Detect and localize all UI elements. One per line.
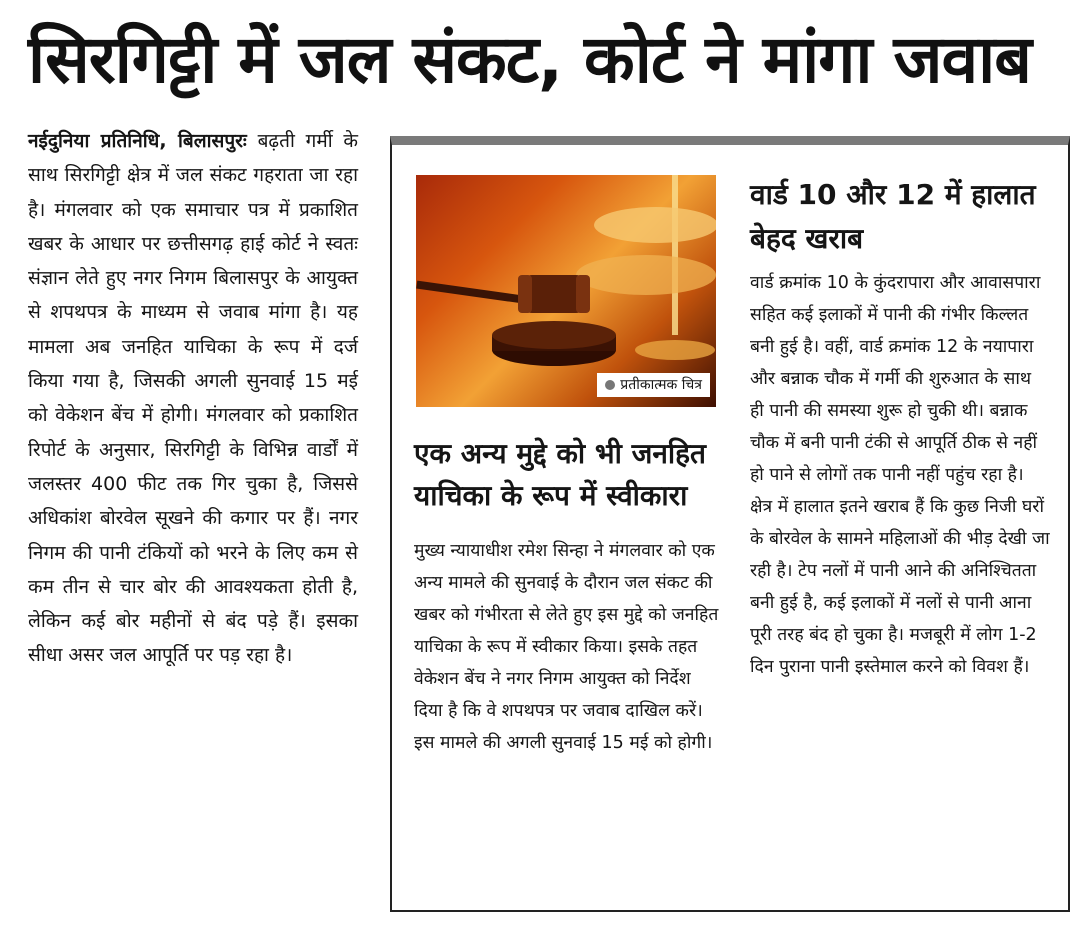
sidebar-heading-2: वार्ड 10 और 12 में हालात बेहद खराब [750,178,1036,255]
headline: सिरगिट्टी में जल संकट, कोर्ट ने मांगा जवाब [28,21,1031,98]
gavel-and-scales-icon [416,175,716,407]
main-story-body: बढ़ती गर्मी के साथ सिरगिट्टी क्षेत्र में जल संकट गहराता जा रहा है। मंगलवार को एक समाचार पत्र में प्रकाशित खबर के आधार पर छत्तीसगढ़ हाई कोर्ट ने स्वतः संज्ञान लेते हुए नगर निगम बिलासपुर के आयुक्त से शपथपत्र के माध्यम से जवाब मांगा है। यह मामला अब जनहित याचिका के रूप में दर्ज किया गया है, जिसकी अगली सुनवाई 15 मई को वेकेशन बेंच में होगी। मंगलवार को प्रकाशित रिपोर्ट के अनुसार, सिरगिट्टी के विभिन्न वार्डों में जलस्तर 400 फीट तक गिर चुका है, जिससे अधिकांश बोरवेल सूखने की कगार पर हैं। नगर निगम की पानी टंकियों को भरने के लिए कम से कम तीन से चार बोर की आवश्यकता होती है, लेकिन कई बोर महीनों से बंद पड़े हैं। इसका सीधा असर जल आपूर्ति पर पड़ रहा है। [28,130,358,667]
sidebar-body-2: वार्ड क्रमांक 10 के कुंदरापारा और आवासपारा सहित कई इलाकों में पानी की गंभीर किल्लत बनी हुई है। वहीं, वार्ड क्रमांक 12 के नयापारा और बन्नाक चौक में गर्मी की शुरुआत के साथ ही पानी की समस्या शुरू हो चुकी थी। बन्नाक चौक में बनी पानी टंकी से आपूर्ति ठीक से नहीं हो पाने से लोगों तक पानी नहीं पहुंच रहा है। क्षेत्र में हालात इतने खराब हैं कि कुछ निजी घरों के बोरवेल के सामने महिलाओं की भीड़ देखी जा रही है। टेप नलों में पानी आने की अनिश्चितता बनी हुई है, कई इलाकों में नलों से पानी आना पूरी तरह बंद हो चुका है। मजबूरी में लोग 1-2 दिन पुराना पानी इस्तेमाल करने को विवश हैं। [750,273,1050,677]
bullet-icon [605,380,615,390]
sidebar-heading-1: एक अन्य मुद्दे को भी जनहित याचिका के रूप में स्वीकारा [414,437,707,512]
dateline: नईदुनिया प्रतिनिधि, बिलासपुरः [28,130,247,152]
sidebar-box [390,136,1070,912]
main-story [28,124,358,924]
photo-caption: प्रतीकात्मक चित्र [597,373,710,397]
sidebar-body-1: मुख्य न्यायाधीश रमेश सिन्हा ने मंगलवार को एक अन्य मामले की सुनवाई के दौरान जल संकट की खबर को गंभीरता से लेते हुए इस मुद्दे को जनहित याचिका के रूप में स्वीकार किया। इसके तहत वेकेशन बेंच ने नगर निगम आयुक्त को निर्देश दिया है कि वे शपथपत्र पर जवाब दाखिल करें। इस मामले की अगली सुनवाई 15 मई को होगी। [414,541,719,753]
